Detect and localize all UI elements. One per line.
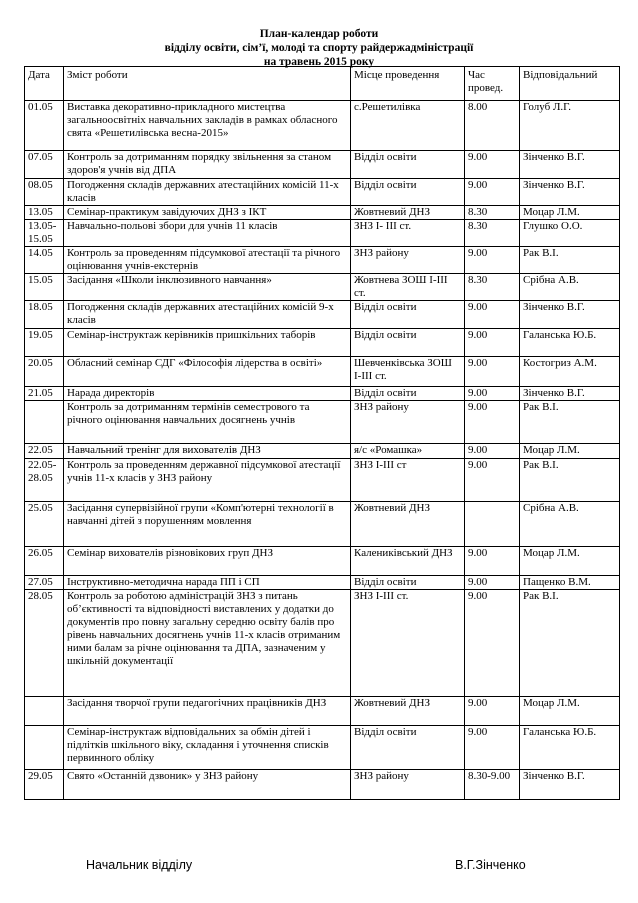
table-row — [25, 301, 620, 329]
cell-place: с.Решетилівка — [351, 101, 465, 151]
cell-time: 9.00 — [465, 387, 520, 401]
table-row — [25, 101, 620, 151]
cell-content: Контроль за проведенням підсумкової атестації та річного оцінювання учнів-екстернів — [64, 247, 351, 274]
cell-responsible: Рак В.І. — [520, 459, 620, 502]
cell-responsible: Зінченко В.Г. — [520, 301, 620, 329]
cell-place: ЗНЗ району — [351, 770, 465, 800]
cell-place: Калениківський ДНЗ — [351, 547, 465, 576]
cell-date: 20.05 — [25, 357, 64, 387]
cell-time: 9.00 — [465, 459, 520, 502]
cell-content: Виставка декоративно-прикладного мистецтва загальноосвітніх навчальних закладів в рамках обласного свята «Решетилівська весна-2015» — [64, 101, 351, 151]
table-row — [25, 247, 620, 274]
cell-time — [465, 502, 520, 547]
cell-date: 14.05 — [25, 247, 64, 274]
cell-place: Жовтнева ЗОШ І-ІІІ ст. — [351, 274, 465, 301]
cell-date: 15.05 — [25, 274, 64, 301]
cell-place: ЗНЗ І- ІІІ ст. — [351, 220, 465, 247]
cell-date — [25, 697, 64, 726]
cell-place: Відділ освіти — [351, 726, 465, 770]
signature-name: В.Г.Зінченко — [455, 858, 526, 872]
column-header-place: Місце проведення — [351, 67, 465, 101]
table-row — [25, 357, 620, 387]
cell-place: Жовтневий ДНЗ — [351, 206, 465, 220]
cell-responsible: Голуб Л.Г. — [520, 101, 620, 151]
cell-responsible: Глушко О.О. — [520, 220, 620, 247]
cell-content: Нарада директорів — [64, 387, 351, 401]
cell-time: 8.30 — [465, 206, 520, 220]
cell-content: Інструктивно-методична нарада ПП і СП — [64, 576, 351, 590]
cell-content: Навчально-польові збори для учнів 11 класів — [64, 220, 351, 247]
cell-date: 19.05 — [25, 329, 64, 357]
cell-time: 9.00 — [465, 576, 520, 590]
cell-responsible: Срібна А.В. — [520, 274, 620, 301]
column-header-content: Зміст роботи — [64, 67, 351, 101]
cell-time: 9.00 — [465, 357, 520, 387]
cell-date: 07.05 — [25, 151, 64, 179]
cell-responsible: Пащенко В.М. — [520, 576, 620, 590]
table-row — [25, 274, 620, 301]
cell-place: Відділ освіти — [351, 301, 465, 329]
cell-responsible: Срібна А.В. — [520, 502, 620, 547]
document-title: План-календар роботи — [259, 28, 379, 40]
column-header-date: Дата — [25, 67, 64, 101]
cell-time: 9.00 — [465, 151, 520, 179]
cell-time: 9.00 — [465, 547, 520, 576]
cell-time: 8.30 — [465, 220, 520, 247]
cell-content: Семінар вихователів різновікових груп ДНЗ — [64, 547, 351, 576]
cell-time: 8.00 — [465, 101, 520, 151]
cell-date: 13.05-15.05 — [25, 220, 64, 247]
cell-responsible: Моцар Л.М. — [520, 547, 620, 576]
cell-date: 13.05 — [25, 206, 64, 220]
cell-content: Контроль за дотриманням порядку звільнення за станом здоров'я учнів від ДПА — [64, 151, 351, 179]
table-row — [25, 220, 620, 247]
cell-content: Семінар-практикум завідуючих ДНЗ з ІКТ — [64, 206, 351, 220]
table-row — [25, 502, 620, 547]
table-row — [25, 179, 620, 206]
cell-responsible: Костогриз А.М. — [520, 357, 620, 387]
cell-date: 26.05 — [25, 547, 64, 576]
cell-responsible: Зінченко В.Г. — [520, 179, 620, 206]
cell-responsible: Рак В.І. — [520, 590, 620, 697]
cell-content: Погодження складів державних атестаційних комісій 11-х класів — [64, 179, 351, 206]
document-subtitle: відділу освіти, сім’ї, молоді та спорту райдержадміністрації — [164, 42, 474, 54]
cell-time: 9.00 — [465, 247, 520, 274]
cell-responsible: Галанська Ю.Б. — [520, 726, 620, 770]
cell-content: Погодження складів державних атестаційних комісій 9-х класів — [64, 301, 351, 329]
cell-date — [25, 726, 64, 770]
column-header-time: Час провед. — [465, 67, 520, 101]
cell-place: Відділ освіти — [351, 329, 465, 357]
cell-place: ЗНЗ І-ІІІ ст — [351, 459, 465, 502]
cell-place: Шевченківська ЗОШ І-ІІІ ст. — [351, 357, 465, 387]
cell-time: 9.00 — [465, 179, 520, 206]
cell-responsible: Зінченко В.Г. — [520, 387, 620, 401]
cell-date: 21.05 — [25, 387, 64, 401]
cell-time: 9.00 — [465, 301, 520, 329]
cell-place: Жовтневий ДНЗ — [351, 502, 465, 547]
cell-content: Семінар-інструктаж керівників пришкільних таборів — [64, 329, 351, 357]
cell-date: 18.05 — [25, 301, 64, 329]
cell-responsible: Зінченко В.Г. — [520, 151, 620, 179]
cell-time: 9.00 — [465, 726, 520, 770]
table-row — [25, 444, 620, 459]
cell-date: 29.05 — [25, 770, 64, 800]
signature-position: Начальник відділу — [86, 858, 193, 872]
table-row — [25, 770, 620, 800]
table-row — [25, 576, 620, 590]
table-row — [25, 590, 620, 697]
cell-responsible: Рак В.І. — [520, 401, 620, 444]
cell-time: 9.00 — [465, 697, 520, 726]
cell-place: Відділ освіти — [351, 576, 465, 590]
table-header-row — [25, 67, 620, 101]
cell-date: 25.05 — [25, 502, 64, 547]
cell-place: ЗНЗ району — [351, 247, 465, 274]
cell-time: 9.00 — [465, 401, 520, 444]
cell-date: 27.05 — [25, 576, 64, 590]
cell-time: 8.30 — [465, 274, 520, 301]
cell-place: Жовтневий ДНЗ — [351, 697, 465, 726]
cell-time: 9.00 — [465, 329, 520, 357]
cell-responsible: Моцар Л.М. — [520, 206, 620, 220]
plan-table — [24, 66, 620, 800]
cell-content: Контроль за роботою адміністрацій ЗНЗ з питань об’єктивності та відповідності виставлених у додатки до документів про повну загальну середню освіту балів про рівень навчальних досягнень учнів 11-х класів отриманим ними балам за річне оцінювання та ДПА, зазначеним у шкільній документації — [64, 590, 351, 697]
cell-date: 01.05 — [25, 101, 64, 151]
column-header-responsible: Відповідальний — [520, 67, 620, 101]
cell-date — [25, 401, 64, 444]
table-row — [25, 459, 620, 502]
cell-responsible: Моцар Л.М. — [520, 697, 620, 726]
table-row — [25, 387, 620, 401]
cell-place: я/с «Ромашка» — [351, 444, 465, 459]
cell-time: 9.00 — [465, 444, 520, 459]
cell-place: Відділ освіти — [351, 387, 465, 401]
cell-place: Відділ освіти — [351, 179, 465, 206]
cell-content: Засідання супервізійної групи «Комп'ютерні технології в навчанні дітей з порушенням мовлення — [64, 502, 351, 547]
cell-responsible: Моцар Л.М. — [520, 444, 620, 459]
cell-date: 22.05 — [25, 444, 64, 459]
cell-content: Обласний семінар СДГ «Філософія лідерства в освіті» — [64, 357, 351, 387]
cell-content: Навчальний тренінг для вихователів ДНЗ — [64, 444, 351, 459]
table-row — [25, 401, 620, 444]
table-row — [25, 547, 620, 576]
cell-content: Контроль за проведенням державної підсумкової атестації учнів 11-х класів у ЗНЗ району — [64, 459, 351, 502]
table-row — [25, 726, 620, 770]
cell-date: 22.05-28.05 — [25, 459, 64, 502]
cell-responsible: Рак В.І. — [520, 247, 620, 274]
cell-content: Контроль за дотриманням термінів семестрового та річного оцінювання навчальних досягнень учнів — [64, 401, 351, 444]
cell-date: 28.05 — [25, 590, 64, 697]
cell-content: Засідання творчої групи педагогічних працівників ДНЗ — [64, 697, 351, 726]
table-row — [25, 206, 620, 220]
cell-place: ЗНЗ І-ІІІ ст. — [351, 590, 465, 697]
cell-time: 9.00 — [465, 590, 520, 697]
cell-place: Відділ освіти — [351, 151, 465, 179]
cell-content: Свято «Останній дзвоник» у ЗНЗ району — [64, 770, 351, 800]
table-row — [25, 151, 620, 179]
cell-date: 08.05 — [25, 179, 64, 206]
table-row — [25, 697, 620, 726]
cell-content: Семінар-інструктаж відповідальних за обмін дітей і підлітків шкільного віку, складання і уточнення списків первинного обліку — [64, 726, 351, 770]
table-row — [25, 329, 620, 357]
cell-responsible: Зінченко В.Г. — [520, 770, 620, 800]
cell-responsible: Галанська Ю.Б. — [520, 329, 620, 357]
document-period: на травень 2015 року — [263, 56, 375, 68]
cell-time: 8.30-9.00 — [465, 770, 520, 800]
cell-place: ЗНЗ району — [351, 401, 465, 444]
cell-content: Засідання «Школи інклюзивного навчання» — [64, 274, 351, 301]
